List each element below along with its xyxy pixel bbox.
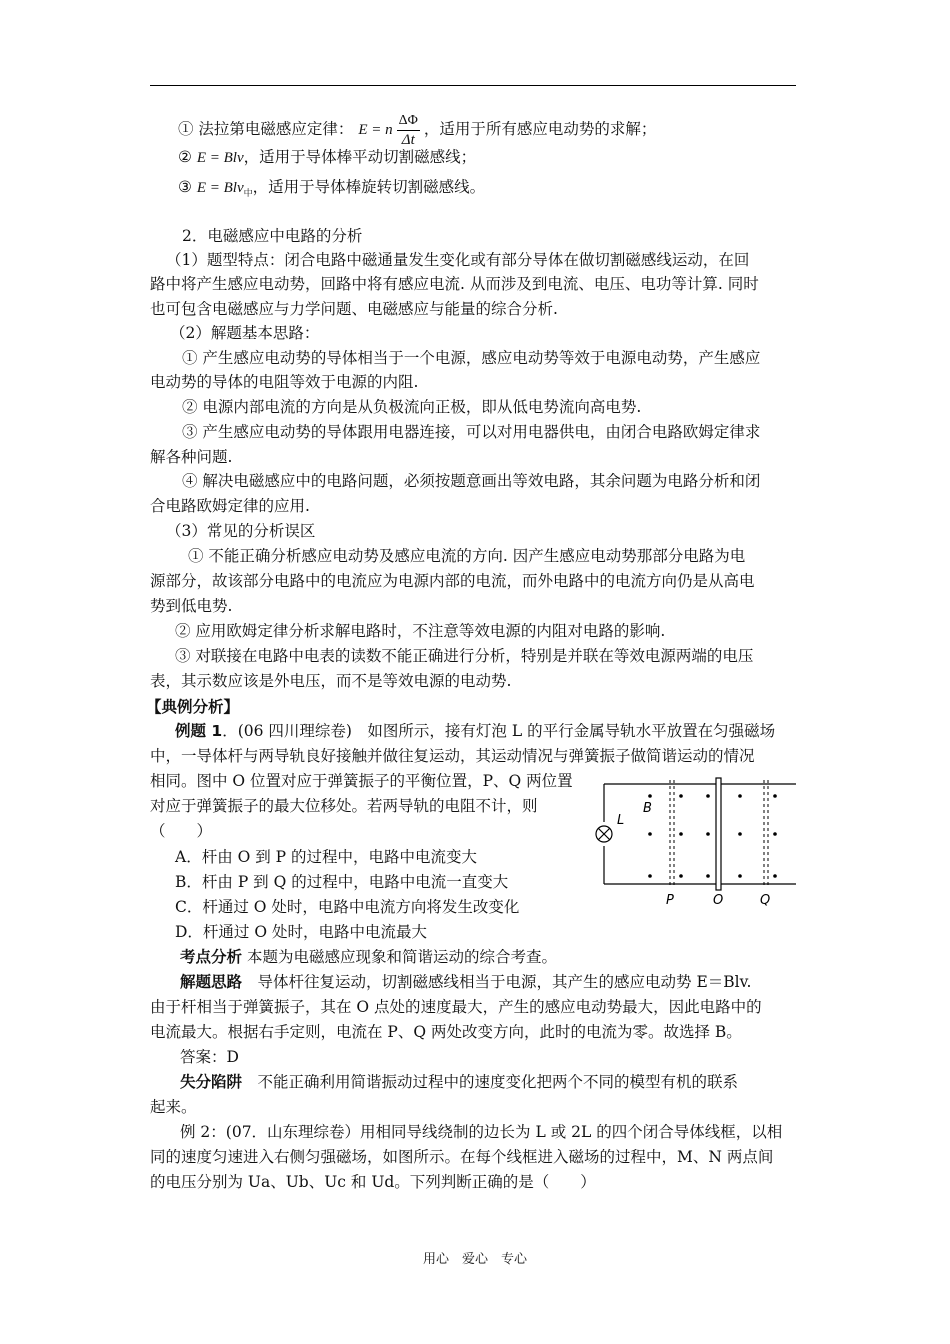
paragraph-line: 电动势的导体的电阻等效于电源的内阻. xyxy=(150,373,419,391)
paragraph-line: 势到低电势. xyxy=(150,597,233,615)
option-a: A．杆由 O 到 P 的过程中，电路中电流变大 xyxy=(175,848,478,866)
paragraph-line: 解各种问题. xyxy=(150,448,233,466)
circuit-figure xyxy=(590,776,800,911)
jieti-line: 解题思路 导体杆往复运动，切割磁感线相当于电源，其产生的感应电动势 E＝Blv. xyxy=(180,973,752,991)
paragraph-line: 路中将产生感应电动势，回路中将有感应电流. 从而涉及到电流、电压、电功等计算. 同时 xyxy=(150,275,759,293)
field-dot xyxy=(679,794,683,798)
paragraph-line: 中，一导体杆与两导轨良好接触并做往复运动，其运动情况与弹簧振子做简谐运动的情况 xyxy=(150,747,755,765)
label-b: B xyxy=(643,801,652,816)
field-dot xyxy=(648,874,652,878)
field-dot xyxy=(773,832,777,836)
field-dot xyxy=(679,832,683,836)
paragraph-line: ③ 对联接在电路中电表的读数不能正确进行分析，特别是并联在等效电源两端的电压 xyxy=(175,647,754,665)
option-c: C．杆通过 O 处时，电路中电流方向将发生改变化 xyxy=(175,898,520,916)
field-dot xyxy=(706,874,710,878)
field-dot xyxy=(706,832,710,836)
paragraph-line: 电流最大。根据右手定则，电流在 P、Q 两处改变方向，此时的电流为零。故选择 B。 xyxy=(150,1023,742,1041)
field-dot xyxy=(648,794,652,798)
label-l: L xyxy=(617,813,625,828)
paragraph-line: ② 应用欧姆定律分析求解电路时，不注意等效电源的内阻对电路的影响. xyxy=(175,622,666,640)
answer-line: 答案：D xyxy=(180,1048,239,1066)
field-dot xyxy=(706,794,710,798)
examples-heading: 【典例分析】 xyxy=(146,698,240,716)
section-title: 2．电磁感应中电路的分析 xyxy=(182,227,363,245)
paragraph-line: ① 不能正确分析感应电动势及感应电流的方向. 因产生感应电动势那部分电路为电 xyxy=(188,547,746,565)
page-footer: 用心 爱心 专心 xyxy=(422,1252,527,1267)
paragraph-line: ① 产生感应电动势的导体相当于一个电源，感应电动势等效于电源电动势，产生感应 xyxy=(182,349,761,367)
paragraph-line: ③ 产生感应电动势的导体跟用电器连接，可以对用电器供电，由闭合电路欧姆定律求 xyxy=(182,423,761,441)
label-q: Q xyxy=(760,893,771,908)
subsection-title: （3）常见的分析误区 xyxy=(166,522,316,540)
option-d: D．杆通过 O 处时，电路中电流最大 xyxy=(175,923,427,941)
formula-rotation: ③ E = Blv$_中$，适用于导体棒旋转切割磁感线。 xyxy=(178,178,486,199)
conductor-rod xyxy=(716,778,721,890)
shifen-line: 失分陷阱 不能正确利用简谐振动过程中的速度变化把两个不同的模型有机的联系 xyxy=(180,1073,739,1091)
paragraph-line: 起来。 xyxy=(150,1098,197,1116)
fraction: $\frac{\Delta\Phi}{\Delta t}$ xyxy=(398,112,418,148)
paragraph-line: 由于杆相当于弹簧振子，其在 O 点处的速度最大，产生的感应电动势最大，因此电路中的 xyxy=(150,998,762,1016)
paragraph-line: 对应于弹簧振子的最大位移处。若两导轨的电阻不计，则 xyxy=(150,797,538,815)
formula-faraday: ① 法拉第电磁感应定律： E = n $\frac{\Delta\Phi}{\Delta t}$ ，适用于所有感应电动势的求解； xyxy=(178,112,657,148)
header-rule xyxy=(150,85,796,86)
paragraph-line: ② 电源内部电流的方向是从负极流向正极，即从低电势流向高电势. xyxy=(182,398,642,416)
paragraph-line: ④ 解决电磁感应中的电路问题，必须按题意画出等效电路，其余问题为电路分析和闭 xyxy=(182,472,761,490)
paragraph-line: 表，其示数应该是外电压，而不是等效电源的电动势. xyxy=(150,672,512,690)
paragraph-line: 相同。图中 O 位置对应于弹簧振子的平衡位置，P、Q 两位置 xyxy=(150,772,573,790)
label-o: O xyxy=(713,893,724,908)
field-dot xyxy=(773,874,777,878)
kaodian-line: 考点分析 本题为电磁感应现象和简谐运动的综合考查。 xyxy=(180,948,557,966)
paragraph-line: （1）题型特点：闭合电路中磁通量发生变化或有部分导体在做切割磁感线运动，在回 xyxy=(166,251,750,269)
paragraph-line: 也可包含电磁感应与力学问题、电磁感应与能量的综合分析. xyxy=(150,300,558,318)
label-p: P xyxy=(666,893,674,908)
subsection-title: （2）解题基本思路： xyxy=(170,324,320,342)
field-dot xyxy=(648,832,652,836)
field-dot xyxy=(679,874,683,878)
formula-translation: ② E = Blv，适用于导体棒平动切割磁感线； xyxy=(178,148,477,166)
field-dot xyxy=(738,874,742,878)
field-dot xyxy=(773,794,777,798)
paragraph-line: 的电压分别为 Ua、Ub、Uc 和 Ud。下列判断正确的是（ ） xyxy=(150,1173,596,1191)
paragraph-line: 合电路欧姆定律的应用. xyxy=(150,497,310,515)
field-dot xyxy=(738,794,742,798)
paragraph-line: 同的速度匀速进入右侧匀强磁场，如图所示。在每个线框进入磁场的过程中，M、N 两点间 xyxy=(150,1148,774,1166)
example1-line: 例题 1．(06 四川理综卷) 如图所示，接有灯泡 L 的平行金属导轨水平放置在匀强磁场 xyxy=(175,722,776,740)
option-b: B．杆由 P 到 Q 的过程中，电路中电流一直变大 xyxy=(175,873,509,891)
example2-line: 例 2：(07．山东理综卷）用相同导线绕制的边长为 L 或 2L 的四个闭合导体线框，以相 xyxy=(180,1123,783,1141)
field-dot xyxy=(738,832,742,836)
paragraph-line: 源部分，故该部分电路中的电流应为电源内部的电流，而外电路中的电流方向仍是从高电 xyxy=(150,572,755,590)
answer-blank: （ ） xyxy=(150,822,213,840)
